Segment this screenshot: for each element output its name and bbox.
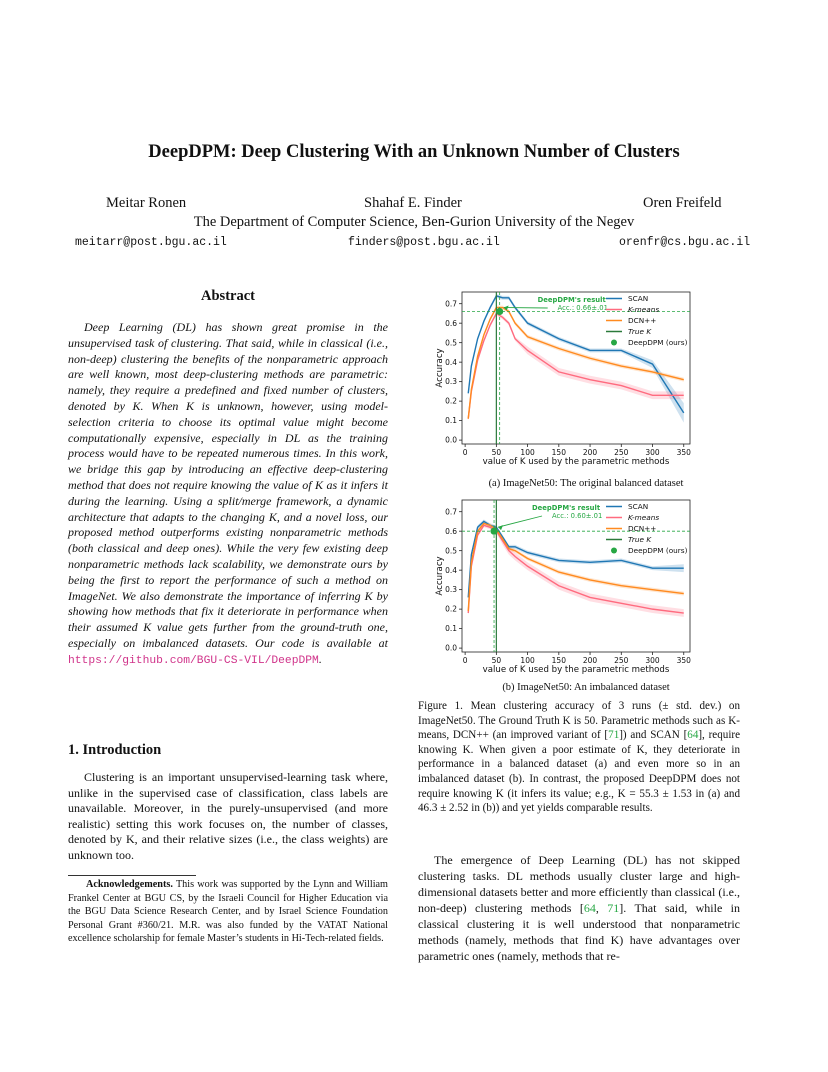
x-tick-label: 200 <box>582 448 598 457</box>
legend-label: K-means <box>628 305 660 314</box>
y-axis-label: Accuracy <box>435 348 445 388</box>
author-email[interactable]: orenfr@cs.bgu.ac.il <box>619 236 751 249</box>
y-tick-label: 0.1 <box>445 416 457 426</box>
author-name: Meitar Ronen <box>106 195 187 211</box>
annotation-accuracy: Acc.: 0.60±.01 <box>552 512 603 520</box>
y-tick-label: 0.0 <box>445 435 457 445</box>
author-name: Oren Freifeld <box>643 195 722 211</box>
affiliation: The Department of Computer Science, Ben-Gurion University of the Negev <box>193 214 635 230</box>
x-tick-label: 50 <box>491 448 502 457</box>
legend-swatch <box>611 548 617 554</box>
x-axis-label: value of K used by the parametric methods <box>482 457 670 467</box>
legend-label: True K <box>628 327 652 336</box>
y-axis-label: Accuracy <box>435 556 445 596</box>
x-tick-label: 100 <box>520 448 535 457</box>
author-name: Shahaf E. Finder <box>364 195 462 211</box>
y-tick-label: 0.2 <box>445 396 457 406</box>
x-tick-label: 200 <box>582 656 598 665</box>
x-tick-label: 0 <box>462 656 468 665</box>
caption-text: Mean clustering accuracy of 3 runs (± std. dev.) on ImageNet50. The Ground Truth K is 50. Parametric methods such as K-means, DCN++ (an improved variant of [ <box>418 700 740 742</box>
caption-text: ]) and SCAN [ <box>619 729 688 742</box>
subfigure-caption: (b) ImageNet50: An imbalanced dataset <box>502 682 670 693</box>
x-tick-label: 300 <box>645 448 660 457</box>
y-tick-label: 0.6 <box>445 526 457 536</box>
body-paragraph <box>418 852 740 964</box>
x-tick-label: 150 <box>551 656 566 665</box>
y-tick-label: 0.5 <box>445 338 457 348</box>
abstract-end: . <box>318 651 322 666</box>
annotation-arrow <box>504 307 548 308</box>
y-tick-label: 0.3 <box>445 585 457 595</box>
footnote <box>68 878 388 946</box>
deepdpm-point <box>496 308 503 315</box>
footnote-text: This work was supported by the Lynn and William Frankel Center at BGU CS, by the Israeli Council for Higher Education via the BGU Data Science Research Center, and by Israel Science Foundation Personal Grant #360/21. M.R. was also funded by the VATAT National excellence scholarship for female Master’s students in Hi-Tech-related fields. <box>68 879 388 945</box>
paragraph-text: ]. That said, while in classical clustering it is well understood that nonparametric methods (namely, methods that find K) have advantages over parametric ones (namely, methods that re- <box>418 901 741 963</box>
x-tick-label: 150 <box>551 448 566 457</box>
y-tick-label: 0.4 <box>445 565 457 575</box>
y-tick-label: 0.5 <box>445 546 457 556</box>
y-tick-label: 0.4 <box>445 357 457 367</box>
code-link[interactable]: https://github.com/BGU-CS-VIL/DeepDPM <box>68 654 319 667</box>
paragraph-text: The emergence of Deep Learning (DL) has not skipped clustering tasks. DL methods usually cluster large and high-dimensional datasets better and more efficiently than classical (i.e., non-deep) clustering methods [ <box>418 853 740 915</box>
deepdpm-point <box>490 528 497 535</box>
x-tick-label: 300 <box>645 656 660 665</box>
y-tick-label: 0.7 <box>445 299 457 309</box>
legend-label: DeepDPM (ours) <box>628 338 688 347</box>
author-email[interactable]: finders@post.bgu.ac.il <box>348 236 500 249</box>
x-axis-label: value of K used by the parametric methods <box>482 665 670 675</box>
author-email[interactable]: meitarr@post.bgu.ac.il <box>75 236 227 249</box>
legend-label: DCN++ <box>628 524 657 533</box>
x-tick-label: 350 <box>676 448 691 457</box>
abstract-text <box>68 320 388 670</box>
legend-label: SCAN <box>628 294 649 303</box>
legend-swatch <box>611 340 617 346</box>
footnote-divider <box>68 875 196 876</box>
chart-a <box>418 284 740 474</box>
subfigure-caption: (a) ImageNet50: The original balanced dataset <box>488 478 684 489</box>
annotation-arrow <box>498 516 542 527</box>
abstract-body: Deep Learning (DL) has shown great promise in the unsupervised task of clustering. That said, while in classical (i.e., non-deep) clustering the benefits of the nonparametric approach are well known, most deep-clustering methods are parametric: namely, they require a predefined and fixed number of clusters, denoted by K. When K is unknown, however, using model-selection criteria to choose its optimal value might become computationally expensive, especially in DL as the training process would have to be repeated numerous times. In this work, we bridge this gap by introducing an effective deep-clustering method that does not require knowing the value of K as it infers it during the learning. Using a split/merge framework, a dynamic architecture that adapts to the changing K, and a novel loss, our proposed method outperforms existing nonparametric methods (both classical and deep ones). While the very few existing deep nonparametric methods lack scalability, we demonstrate ours by being the first to report the performance of such a method on ImageNet. We also demonstrate the importance of inferring K by showing how methods that fix it deteriorate in performance when their assumed K value gets further from the ground-truth one, especially on imbalanced datasets. Our code is available at <box>68 320 388 650</box>
intro-paragraph: Clustering is an important unsupervised-learning task where, unlike in the supervised case of classification, class labels are unavailable. Moreover, in the purely-unsupervised (and more realistic) setting this work focuses on, the number of classes, denoted by K, and their relative sizes (i.e., the class weights) are unknown too. <box>68 770 388 862</box>
legend-label: True K <box>628 535 652 544</box>
y-tick-label: 0.3 <box>445 377 457 387</box>
y-tick-label: 0.0 <box>445 643 457 653</box>
section-heading: 1. Introduction <box>68 742 162 758</box>
citation-link[interactable]: 64 <box>583 901 596 915</box>
x-tick-label: 250 <box>614 656 629 665</box>
y-tick-label: 0.1 <box>445 624 457 634</box>
abstract-heading: Abstract <box>201 288 255 304</box>
caption-text: ], require knowing K. When given a poor estimate of K, they deteriorate in performance in a balanced dataset (a) and even more so in an imbalanced dataset (b). In contrast, the proposed DeepDPM does not require knowing K (it infers its value; e.g., K = 55.3 ± 1.53 in (a) and 46.3 ± 2.52 in (b)) and yet yields comparable results. <box>418 729 741 815</box>
legend-label: SCAN <box>628 502 649 511</box>
citation-link[interactable]: 64 <box>687 729 699 742</box>
citation-link[interactable]: 71 <box>608 729 620 742</box>
x-tick-label: 0 <box>462 448 468 457</box>
x-tick-label: 50 <box>491 656 502 665</box>
y-tick-label: 0.7 <box>445 507 457 517</box>
x-tick-label: 350 <box>676 656 691 665</box>
legend-label: K-means <box>628 513 660 522</box>
annotation-accuracy: Acc.: 0.66±.01 <box>557 304 608 312</box>
citation-link[interactable]: 71 <box>607 901 620 915</box>
chart-b <box>418 492 740 682</box>
x-tick-label: 100 <box>520 656 535 665</box>
annotation-title: DeepDPM's result <box>537 296 606 304</box>
caption-label: Figure 1. <box>418 700 463 712</box>
footnote-label: Acknowledgements. <box>86 879 173 890</box>
legend-label: DeepDPM (ours) <box>628 546 688 555</box>
legend-label: DCN++ <box>628 316 657 325</box>
x-tick-label: 250 <box>614 448 629 457</box>
annotation-title: DeepDPM's result <box>532 504 601 512</box>
y-tick-label: 0.2 <box>445 604 457 614</box>
paragraph-text: , <box>595 901 608 915</box>
figure-caption <box>418 699 740 816</box>
y-tick-label: 0.6 <box>445 318 457 328</box>
paper-title: DeepDPM: Deep Clustering With an Unknown Number of Clusters <box>148 142 680 162</box>
